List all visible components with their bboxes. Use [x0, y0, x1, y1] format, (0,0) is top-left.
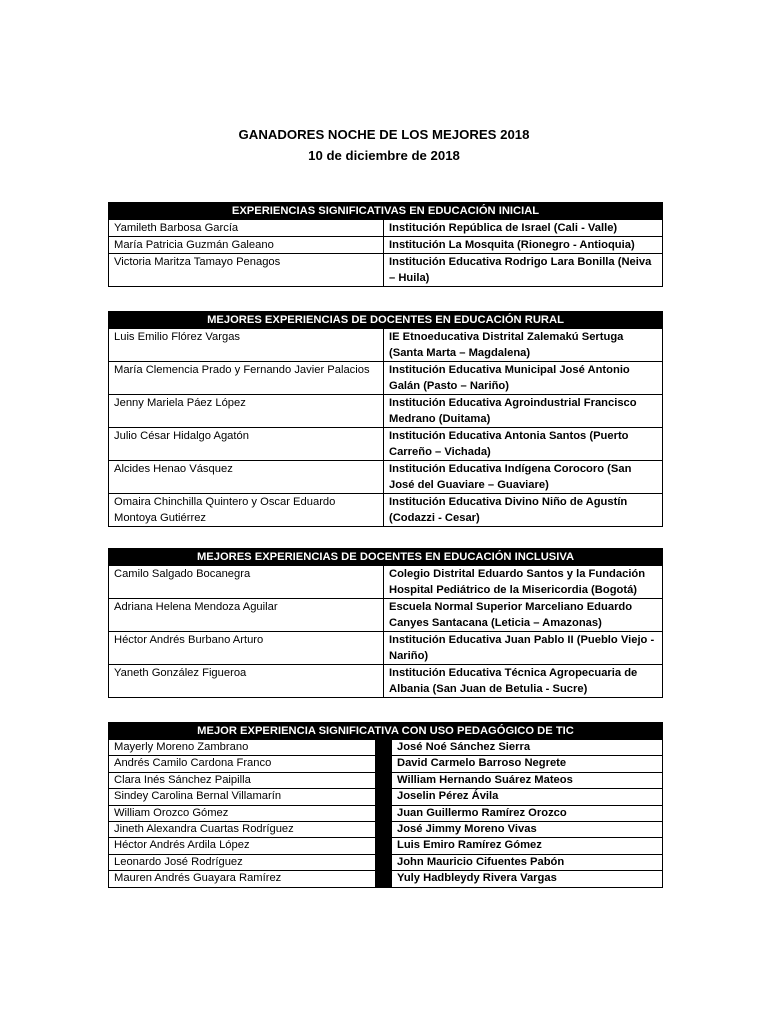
winner-name-left: Clara Inés Sánchez Paipilla	[109, 772, 376, 788]
winner-name-right: William Hernando Suárez Mateos	[392, 772, 663, 788]
section-heading: MEJORES EXPERIENCIAS DE DOCENTES EN EDUCACIÓN INCLUSIVA	[109, 549, 663, 566]
column-separator	[376, 789, 392, 805]
winner-institution: Institución Educativa Indígena Corocoro (San José del Guaviare – Guaviare)	[384, 461, 663, 494]
column-separator	[376, 772, 392, 788]
table-educacion-rural	[108, 311, 663, 527]
winner-institution: Institución Educativa Agroindustrial Francisco Medrano (Duitama)	[384, 395, 663, 428]
winner-institution: Institución Educativa Divino Niño de Agustín (Codazzi - Cesar)	[384, 494, 663, 527]
table-row	[109, 632, 663, 665]
winner-institution: Institución Educativa Antonia Santos (Puerto Carreño – Vichada)	[384, 428, 663, 461]
winner-name-right: José Noé Sánchez Sierra	[392, 740, 663, 756]
table-row	[109, 854, 663, 870]
winner-institution: Institución Educativa Municipal José Antonio Galán (Pasto – Nariño)	[384, 362, 663, 395]
column-separator	[376, 854, 392, 870]
document-title: GANADORES NOCHE DE LOS MEJORES 2018	[238, 127, 530, 142]
winner-name: María Clemencia Prado y Fernando Javier Palacios	[109, 362, 384, 395]
winner-institution: IE Etnoeducativa Distrital Zalemakú Sertuga (Santa Marta – Magdalena)	[384, 329, 663, 362]
winner-name: Yaneth González Figueroa	[109, 665, 384, 698]
winner-name: Adriana Helena Mendoza Aguilar	[109, 599, 384, 632]
column-separator	[376, 756, 392, 772]
table-row	[109, 838, 663, 854]
winner-name: Jenny Mariela Páez López	[109, 395, 384, 428]
table-row	[109, 822, 663, 838]
winner-name: María Patricia Guzmán Galeano	[109, 237, 384, 254]
table-row	[109, 254, 663, 287]
winner-name: Alcides Henao Vásquez	[109, 461, 384, 494]
winner-name-left: William Orozco Gómez	[109, 805, 376, 821]
winner-name-left: Mauren Andrés Guayara Ramírez	[109, 871, 376, 887]
winner-name: Omaira Chinchilla Quintero y Oscar Eduardo Montoya Gutiérrez	[109, 494, 384, 527]
table-row	[109, 756, 663, 772]
winner-name-right: Joselin Pérez Ávila	[392, 789, 663, 805]
column-separator	[376, 871, 392, 887]
winner-name-left: Jineth Alexandra Cuartas Rodríguez	[109, 822, 376, 838]
table-row	[109, 599, 663, 632]
table-row	[109, 566, 663, 599]
table-uso-pedagogico-tic	[108, 722, 663, 888]
winner-name-left: Andrés Camilo Cardona Franco	[109, 756, 376, 772]
winner-institution: Institución Educativa Rodrigo Lara Bonilla (Neiva – Huila)	[384, 254, 663, 287]
section-heading: EXPERIENCIAS SIGNIFICATIVAS EN EDUCACIÓN INICIAL	[109, 203, 663, 220]
table-row	[109, 428, 663, 461]
winner-institution: Institución República de Israel (Cali - Valle)	[384, 220, 663, 237]
winner-name-right: David Carmelo Barroso Negrete	[392, 756, 663, 772]
table-row	[109, 871, 663, 887]
table-row	[109, 494, 663, 527]
section-heading: MEJOR EXPERIENCIA SIGNIFICATIVA CON USO PEDAGÓGICO DE TIC	[109, 723, 663, 740]
document-date: 10 de diciembre de 2018	[308, 148, 460, 163]
winner-name: Camilo Salgado Bocanegra	[109, 566, 384, 599]
winner-name-right: José Jimmy Moreno Vivas	[392, 822, 663, 838]
table-row	[109, 461, 663, 494]
document-header	[0, 124, 768, 166]
table-educacion-inicial	[108, 202, 663, 287]
table-row	[109, 772, 663, 788]
winner-name: Victoria Maritza Tamayo Penagos	[109, 254, 384, 287]
winner-name-right: Juan Guillermo Ramírez Orozco	[392, 805, 663, 821]
winner-name-right: Luis Emiro Ramírez Gómez	[392, 838, 663, 854]
winner-institution: Institución Educativa Juan Pablo II (Pueblo Viejo - Nariño)	[384, 632, 663, 665]
column-separator	[376, 805, 392, 821]
column-separator	[376, 822, 392, 838]
winner-name: Héctor Andrés Burbano Arturo	[109, 632, 384, 665]
column-separator	[376, 838, 392, 854]
winner-institution: Colegio Distrital Eduardo Santos y la Fundación Hospital Pediátrico de la Misericordia (Bogotá)	[384, 566, 663, 599]
table-row	[109, 237, 663, 254]
winner-name-right: Yuly Hadbleydy Rivera Vargas	[392, 871, 663, 887]
table-row	[109, 329, 663, 362]
winner-institution: Institución Educativa Técnica Agropecuaria de Albania (San Juan de Betulia - Sucre)	[384, 665, 663, 698]
winner-institution: Institución La Mosquita (Rionegro - Antioquia)	[384, 237, 663, 254]
table-row	[109, 395, 663, 428]
winner-institution: Escuela Normal Superior Marceliano Eduardo Canyes Santacana (Leticia – Amazonas)	[384, 599, 663, 632]
table-educacion-inclusiva	[108, 548, 663, 698]
winner-name-left: Leonardo José Rodríguez	[109, 854, 376, 870]
table-row	[109, 789, 663, 805]
winner-name: Luis Emilio Flórez Vargas	[109, 329, 384, 362]
table-row	[109, 740, 663, 756]
winner-name-left: Sindey Carolina Bernal Villamarín	[109, 789, 376, 805]
winner-name-left: Mayerly Moreno Zambrano	[109, 740, 376, 756]
winner-name-left: Héctor Andrés Ardila López	[109, 838, 376, 854]
column-separator	[376, 740, 392, 756]
table-row	[109, 805, 663, 821]
table-row	[109, 362, 663, 395]
winner-name-right: John Mauricio Cifuentes Pabón	[392, 854, 663, 870]
table-row	[109, 665, 663, 698]
section-heading: MEJORES EXPERIENCIAS DE DOCENTES EN EDUCACIÓN RURAL	[109, 312, 663, 329]
winner-name: Julio César Hidalgo Agatón	[109, 428, 384, 461]
winner-name: Yamileth Barbosa García	[109, 220, 384, 237]
table-row	[109, 220, 663, 237]
